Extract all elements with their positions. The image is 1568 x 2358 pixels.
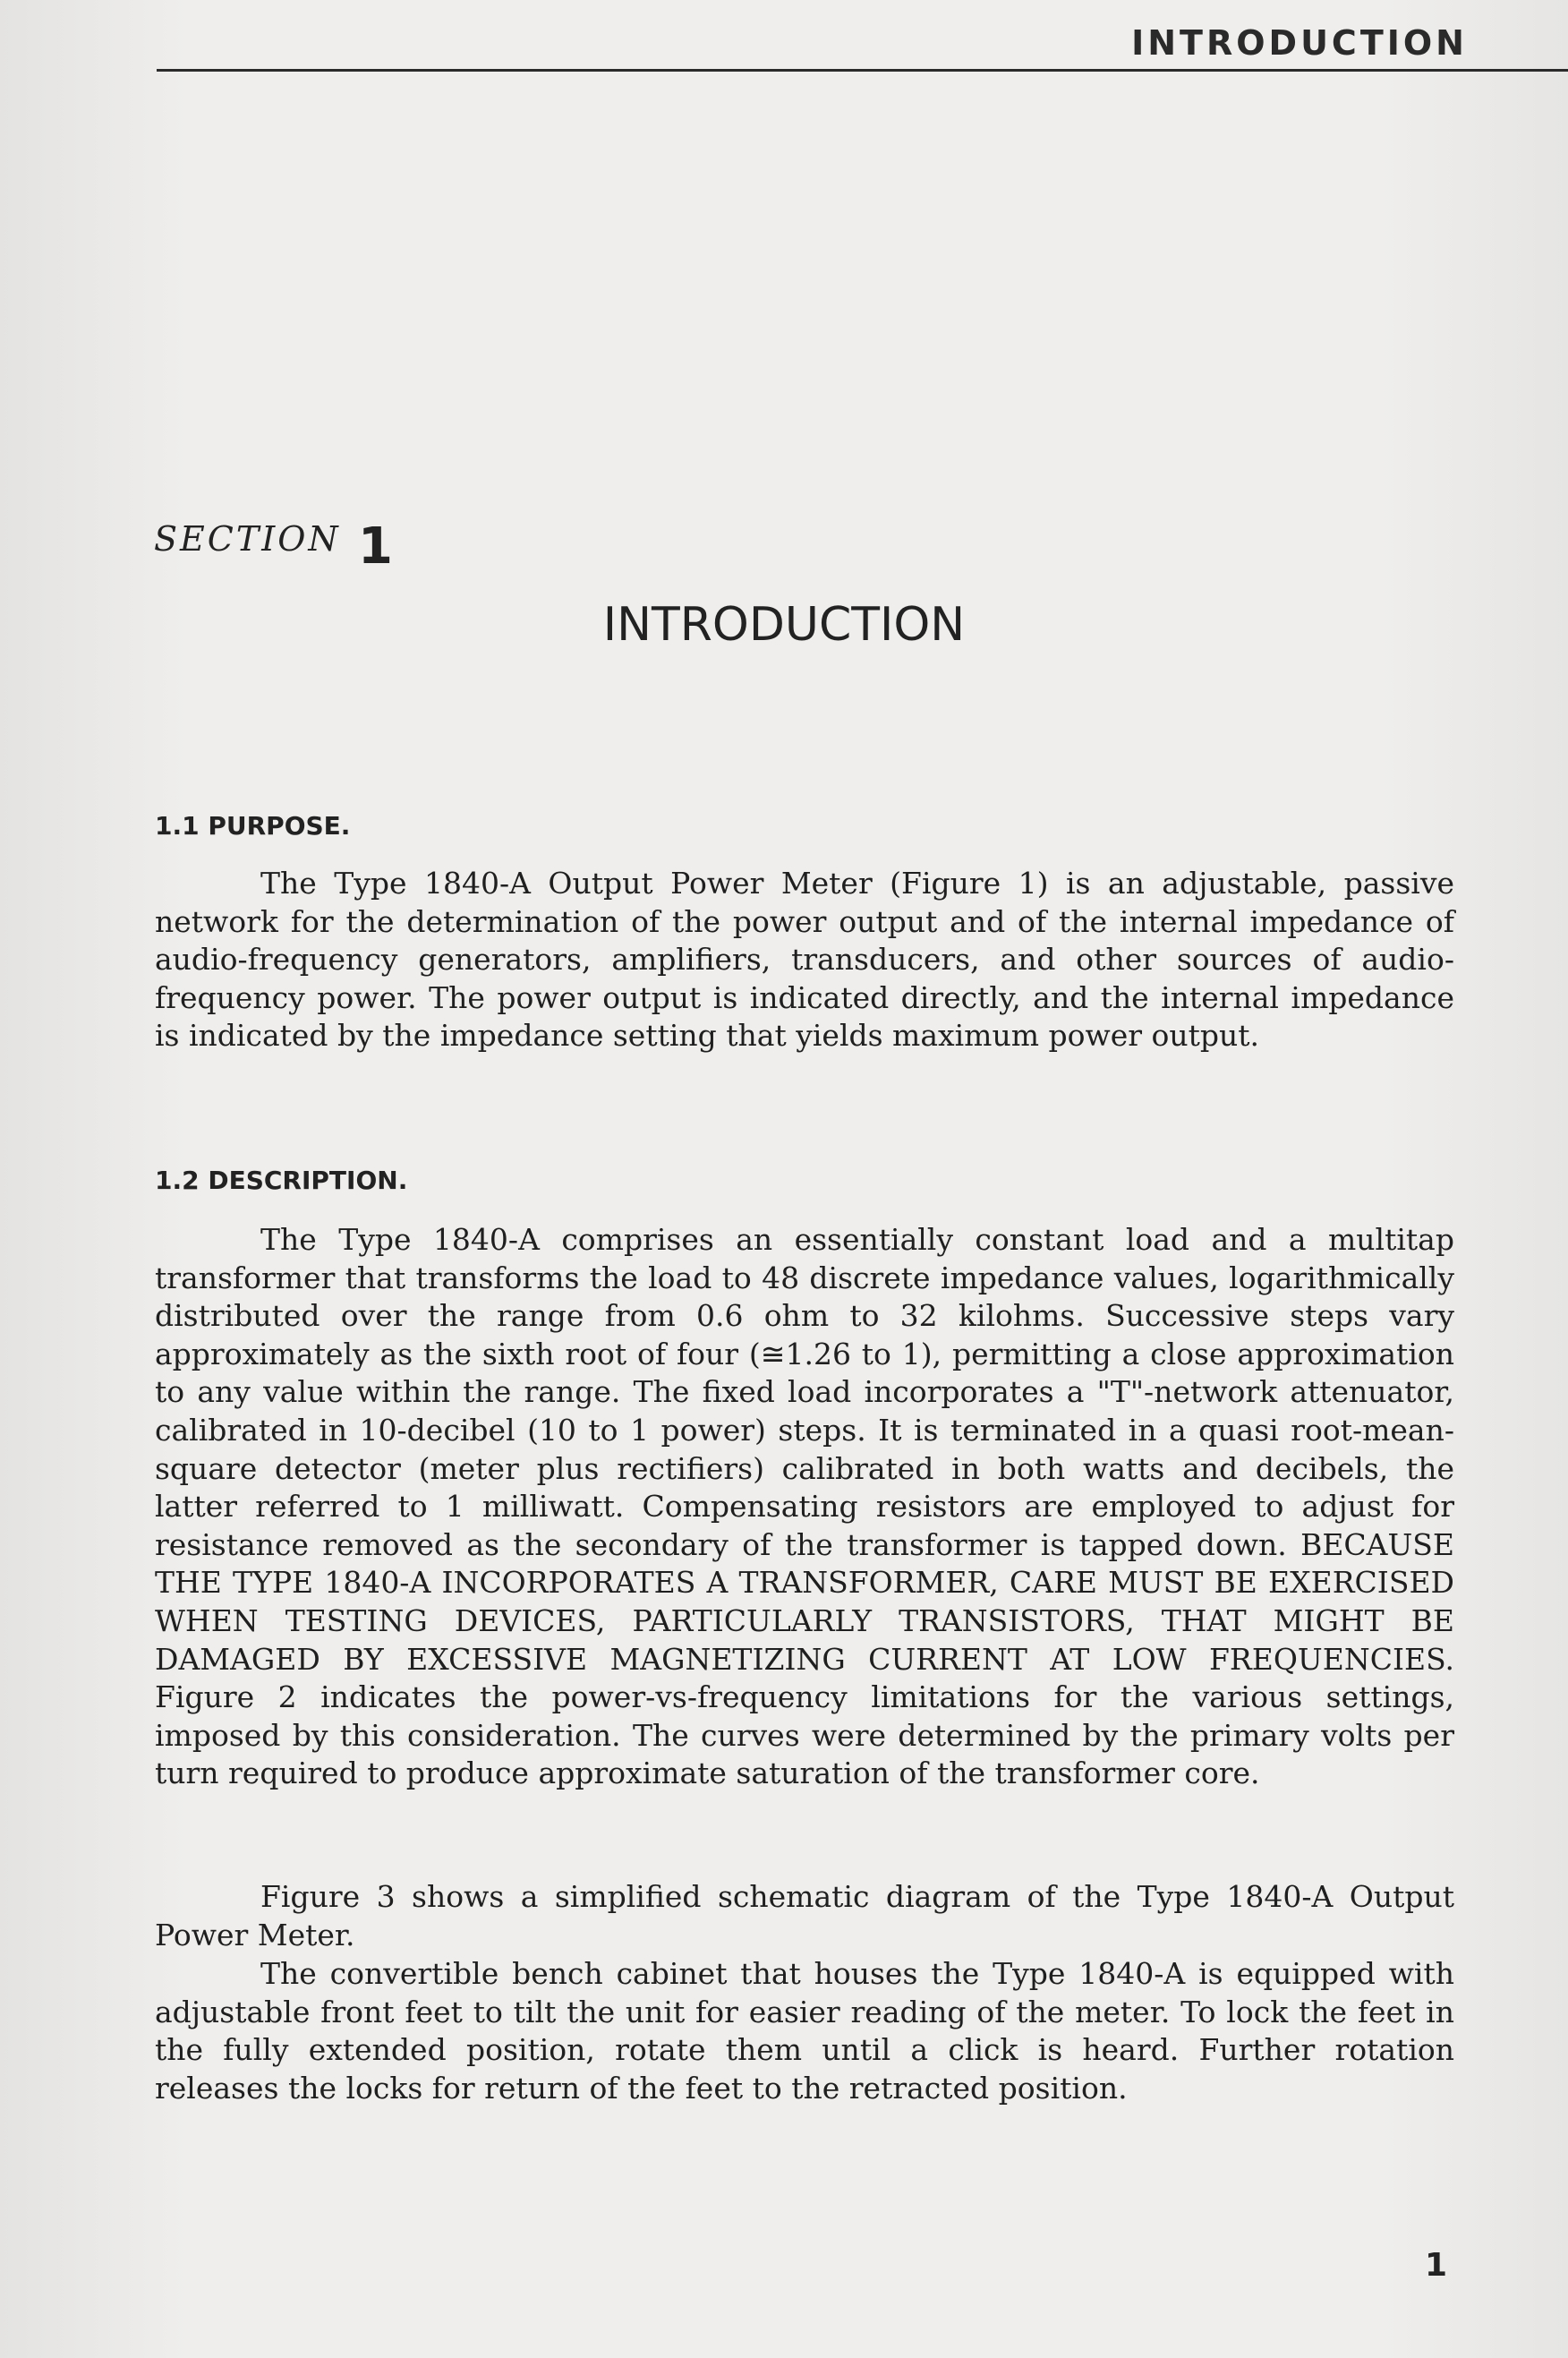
paragraph-cabinet: The convertible bench cabinet that houses the Type 1840-A is equipped with adjustable front feet to tilt the unit for easier reading of the meter. To lock the feet in the fully extended position, rotate them until a click is heard. Further rotation releases the locks for return of the feet to the retracted position. bbox=[155, 1956, 1454, 2106]
section-number: 1 bbox=[358, 517, 393, 576]
paragraph-description: The Type 1840-A comprises an essentially constant load and a multitap transformer that transforms the load to 48 discrete impedance values, logarithmically distributed over the range from 0.6 ohm to 32 kilohms. Successive steps vary approximately as the sixth root of four (≅1.26 to 1), permitting a close approximation to any value within the range. The fixed load incorporates a "T"-network attenuator, calibrated in 10-decibel (10 to 1 power) steps. It is terminated in a quasi root-mean-square detector (meter plus rectifiers) calibrated in both watts and decibels, the latter referred to 1 milliwatt. Compensating resistors are employed to adjust for resistance removed as the secondary of the transformer is tapped down. BECAUSE THE TYPE 1840-A INCORPORATES A TRANSFORMER, CARE MUST BE EXERCISED WHEN TESTING DEVICES, PARTICULARLY TRANSISTORS, THAT MIGHT BE DAMAGED BY EXCESSIVE MAGNETIZING CURRENT AT LOW FREQUENCIES. Figure 2 indicates the power-vs-frequency limitations for the various settings, imposed by this consideration. The curves were determined by the primary volts per turn required to produce approximate saturation of the transformer core. bbox=[155, 1222, 1454, 1791]
section-label: SECTION bbox=[154, 519, 341, 559]
subsection-heading-purpose: 1.1 PURPOSE. bbox=[155, 811, 351, 841]
chapter-title: INTRODUCTION bbox=[602, 598, 966, 652]
subsection-heading-description: 1.2 DESCRIPTION. bbox=[155, 1166, 408, 1195]
page-number: 1 bbox=[1425, 2247, 1448, 2284]
header-rule bbox=[157, 69, 1568, 72]
paragraph-figure-3-reference: Figure 3 shows a simplified schematic diagram of the Type 1840-A Output Power Meter. bbox=[155, 1879, 1454, 1952]
paragraph-purpose: The Type 1840-A Output Power Meter (Figure 1) is an adjustable, passive network for the determination of the power output and of the internal impedance of audio-frequency generators, amplifiers, transducers, and other sources of audio-frequency power. The power output is indicated directly, and the internal impedance is indicated by the impedance setting that yields maximum power output. bbox=[155, 866, 1454, 1054]
running-header: INTRODUCTION bbox=[1131, 23, 1468, 63]
